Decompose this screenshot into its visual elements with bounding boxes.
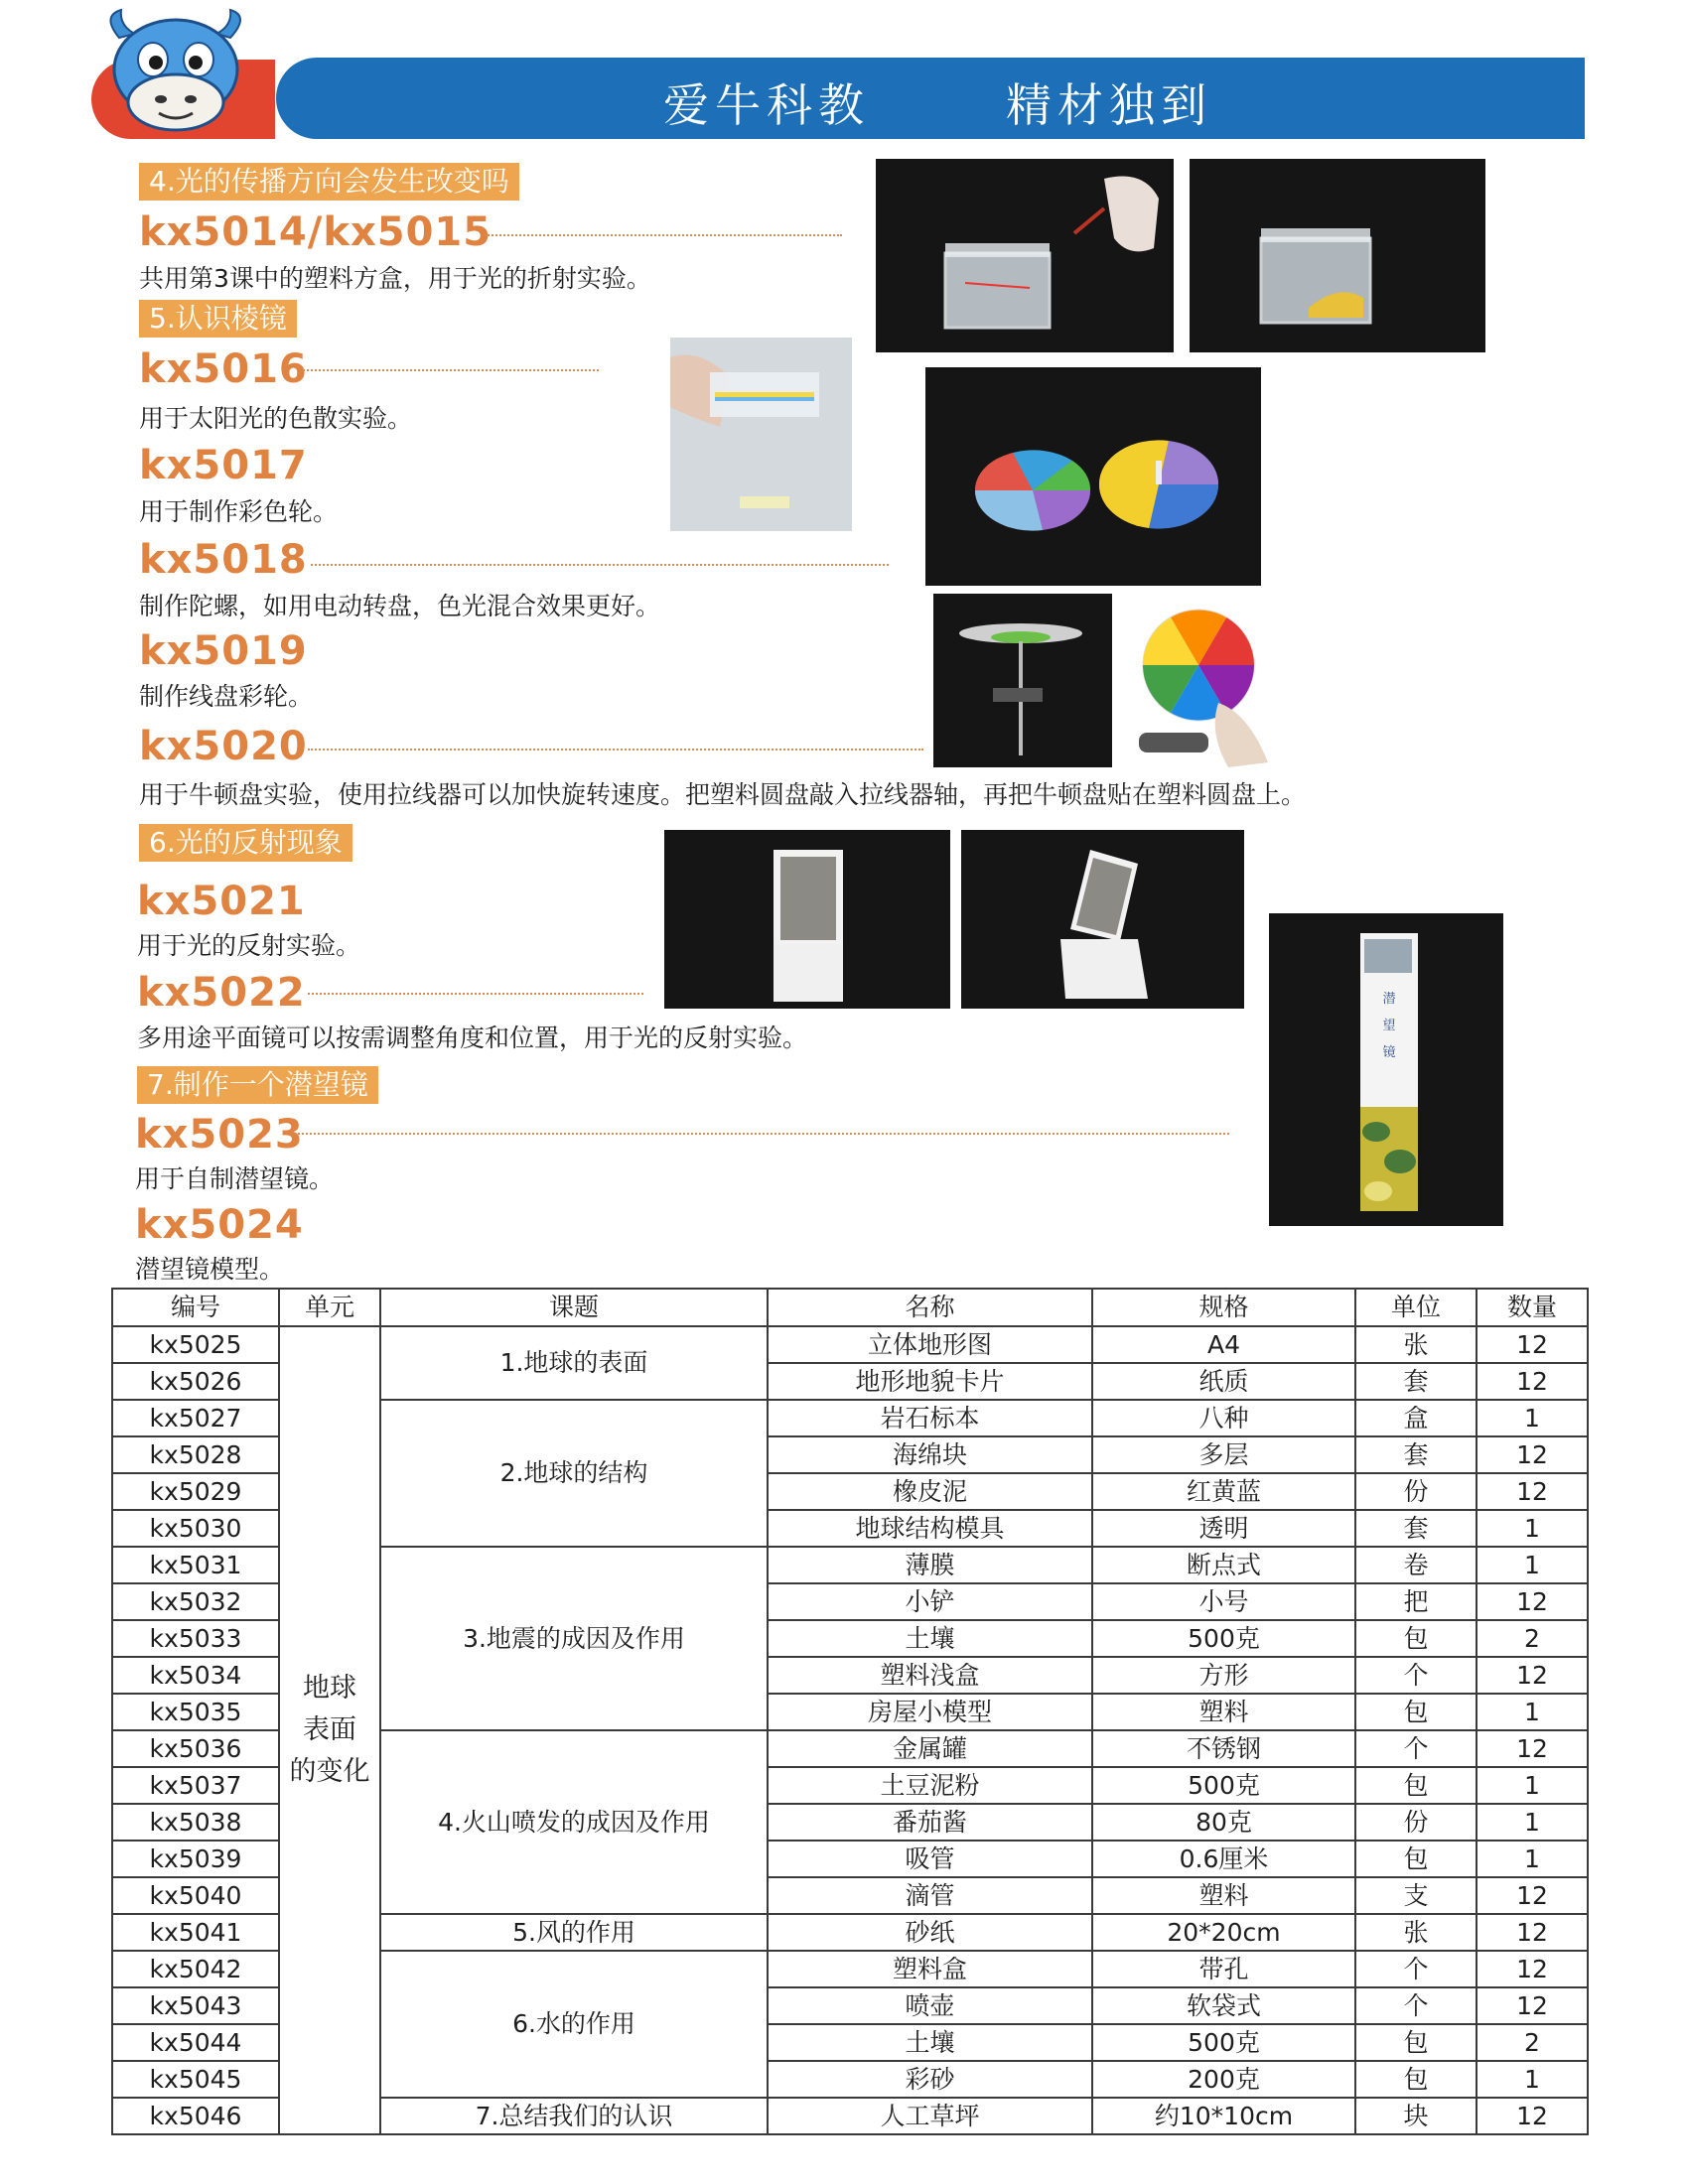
cell-quantity: 1 — [1477, 2061, 1588, 2098]
cell-name: 地球结构模具 — [768, 1510, 1092, 1547]
cell-quantity: 1 — [1477, 1694, 1588, 1730]
cell-measure: 个 — [1355, 1730, 1477, 1767]
cell-quantity: 12 — [1477, 1436, 1588, 1473]
section-title-6: 6.光的反射现象 — [139, 824, 352, 862]
cell-spec: 塑料 — [1092, 1694, 1355, 1730]
cell-code: kx5044 — [112, 2024, 279, 2061]
cell-code: kx5033 — [112, 1620, 279, 1657]
cell-code: kx5025 — [112, 1326, 279, 1363]
header-code: 编号 — [112, 1289, 279, 1326]
cell-measure: 包 — [1355, 1841, 1477, 1877]
product-desc-kx5020: 用于牛顿盘实验，使用拉线器可以加快旋转速度。把塑料圆盘敲入拉线器轴，再把牛顿盘贴在塑料圆盘上。 — [139, 780, 1307, 809]
cell-name: 海绵块 — [768, 1436, 1092, 1473]
cell-code: kx5026 — [112, 1363, 279, 1400]
product-code-kx5024: kx5024 — [135, 1202, 304, 1248]
product-code-kx5021: kx5021 — [137, 879, 306, 924]
section-title-7: 7.制作一个潜望镜 — [137, 1066, 378, 1104]
leader-dots — [308, 993, 643, 995]
cell-quantity: 2 — [1477, 2024, 1588, 2061]
product-desc-kx5018: 制作陀螺，如用电动转盘，色光混合效果更好。 — [139, 592, 661, 620]
cell-quantity: 1 — [1477, 1841, 1588, 1877]
cell-name: 人工草坪 — [768, 2098, 1092, 2134]
photo-periscope — [1269, 913, 1503, 1226]
header-banner — [276, 58, 1585, 139]
cell-name: 番茄酱 — [768, 1804, 1092, 1841]
cell-quantity: 1 — [1477, 1767, 1588, 1804]
leader-dots — [311, 564, 889, 566]
product-code-kx5016: kx5016 — [139, 346, 308, 392]
cell-code: kx5032 — [112, 1583, 279, 1620]
product-code-kx5023: kx5023 — [135, 1112, 304, 1158]
cell-code: kx5041 — [112, 1914, 279, 1951]
cell-measure: 包 — [1355, 1767, 1477, 1804]
cell-measure: 套 — [1355, 1363, 1477, 1400]
cell-code: kx5039 — [112, 1841, 279, 1877]
cell-measure: 支 — [1355, 1877, 1477, 1914]
product-table — [111, 1288, 1589, 2135]
cell-spec: 八种 — [1092, 1400, 1355, 1436]
cell-measure: 份 — [1355, 1473, 1477, 1510]
header-name: 名称 — [768, 1289, 1092, 1326]
cell-measure: 包 — [1355, 1620, 1477, 1657]
cell-code: kx5045 — [112, 2061, 279, 2098]
cell-measure: 盒 — [1355, 1400, 1477, 1436]
periscope-label-2: 望 — [1382, 1019, 1396, 1033]
cell-name: 岩石标本 — [768, 1400, 1092, 1436]
cell-measure: 份 — [1355, 1804, 1477, 1841]
cell-spec: 500克 — [1092, 2024, 1355, 2061]
cell-name: 薄膜 — [768, 1547, 1092, 1583]
cell-code: kx5046 — [112, 2098, 279, 2134]
cell-quantity: 12 — [1477, 1951, 1588, 1987]
cell-spec: 断点式 — [1092, 1547, 1355, 1583]
leader-dots — [308, 749, 923, 751]
slogan-left: 爱牛科教 — [663, 78, 870, 132]
product-desc-kx5019: 制作线盘彩轮。 — [139, 682, 314, 711]
cell-measure: 卷 — [1355, 1547, 1477, 1583]
cell-code: kx5036 — [112, 1730, 279, 1767]
product-desc-kx5021: 用于光的反射实验。 — [137, 931, 361, 960]
cell-name: 金属罐 — [768, 1730, 1092, 1767]
cell-spec: 80克 — [1092, 1804, 1355, 1841]
cell-spec: 带孔 — [1092, 1951, 1355, 1987]
photo-line-spinner — [933, 594, 1112, 767]
cell-code: kx5042 — [112, 1951, 279, 1987]
cell-lesson: 1.地球的表面 — [380, 1326, 768, 1400]
cell-lesson: 7.总结我们的认识 — [380, 2098, 768, 2134]
cell-name: 滴管 — [768, 1877, 1092, 1914]
slogan-right: 精材独到 — [1006, 78, 1212, 132]
product-desc-kx5017: 用于制作彩色轮。 — [139, 497, 339, 526]
cell-measure: 把 — [1355, 1583, 1477, 1620]
photo-newton-disc — [1119, 594, 1273, 767]
leader-dots — [298, 1133, 1229, 1135]
product-code-kx5020: kx5020 — [139, 724, 308, 769]
cell-name: 土壤 — [768, 1620, 1092, 1657]
header-quantity: 数量 — [1477, 1289, 1588, 1326]
cell-spec: 透明 — [1092, 1510, 1355, 1547]
cell-code: kx5030 — [112, 1510, 279, 1547]
cell-measure: 个 — [1355, 1951, 1477, 1987]
cell-lesson: 5.风的作用 — [380, 1914, 768, 1951]
periscope-label-1: 潜 — [1382, 992, 1396, 1007]
cell-measure: 套 — [1355, 1510, 1477, 1547]
photo-prism — [670, 338, 852, 531]
cell-measure: 块 — [1355, 2098, 1477, 2134]
cell-spec: A4 — [1092, 1326, 1355, 1363]
cell-measure: 包 — [1355, 2061, 1477, 2098]
cell-quantity: 12 — [1477, 1363, 1588, 1400]
cell-code: kx5035 — [112, 1694, 279, 1730]
product-desc-kx5023: 用于自制潜望镜。 — [135, 1164, 335, 1193]
cell-name: 橡皮泥 — [768, 1473, 1092, 1510]
cell-measure: 张 — [1355, 1914, 1477, 1951]
cell-spec: 500克 — [1092, 1767, 1355, 1804]
cell-name: 土豆泥粉 — [768, 1767, 1092, 1804]
product-desc-kx5022: 多用途平面镜可以按需调整角度和位置，用于光的反射实验。 — [137, 1024, 808, 1052]
cell-code: kx5034 — [112, 1657, 279, 1694]
product-desc-kx5014: 共用第3课中的塑料方盒，用于光的折射实验。 — [139, 264, 651, 293]
cell-code: kx5028 — [112, 1436, 279, 1473]
cell-quantity: 1 — [1477, 1804, 1588, 1841]
cell-spec: 小号 — [1092, 1583, 1355, 1620]
product-code-kx5019: kx5019 — [139, 628, 308, 674]
cell-spec: 方形 — [1092, 1657, 1355, 1694]
cell-spec: 0.6厘米 — [1092, 1841, 1355, 1877]
cell-spec: 200克 — [1092, 2061, 1355, 2098]
cell-code: kx5043 — [112, 1987, 279, 2024]
cell-quantity: 12 — [1477, 1987, 1588, 2024]
cell-quantity: 12 — [1477, 1473, 1588, 1510]
photo-plastic-box-laser — [876, 159, 1174, 352]
cell-name: 地形地貌卡片 — [768, 1363, 1092, 1400]
brand-logo — [91, 8, 280, 137]
photo-box-water — [1190, 159, 1485, 352]
cell-name: 喷壶 — [768, 1987, 1092, 2024]
cell-spec: 500克 — [1092, 1620, 1355, 1657]
cell-measure: 个 — [1355, 1987, 1477, 2024]
cell-measure: 套 — [1355, 1436, 1477, 1473]
photo-plane-mirror-tilted — [961, 830, 1244, 1009]
cell-spec: 多层 — [1092, 1436, 1355, 1473]
cell-quantity: 1 — [1477, 1510, 1588, 1547]
cell-code: kx5038 — [112, 1804, 279, 1841]
cell-spec: 塑料 — [1092, 1877, 1355, 1914]
photo-color-wheels — [925, 367, 1261, 586]
product-code-kx5014: kx5014/kx5015 — [139, 209, 492, 255]
cell-code: kx5037 — [112, 1767, 279, 1804]
cell-unit: 地球 表面 的变化 — [279, 1326, 380, 2134]
section-title-4: 4.光的传播方向会发生改变吗 — [139, 163, 519, 201]
cell-quantity: 2 — [1477, 1620, 1588, 1657]
cell-spec: 20*20cm — [1092, 1914, 1355, 1951]
header-spec: 规格 — [1092, 1289, 1355, 1326]
cell-spec: 不锈钢 — [1092, 1730, 1355, 1767]
cell-name: 小铲 — [768, 1583, 1092, 1620]
product-desc-kx5024: 潜望镜模型。 — [135, 1255, 285, 1284]
leader-dots — [303, 369, 599, 371]
cell-spec: 纸质 — [1092, 1363, 1355, 1400]
cell-name: 彩砂 — [768, 2061, 1092, 2098]
cell-code: kx5031 — [112, 1547, 279, 1583]
cell-lesson: 4.火山喷发的成因及作用 — [380, 1730, 768, 1914]
cell-code: kx5040 — [112, 1877, 279, 1914]
cell-lesson: 2.地球的结构 — [380, 1400, 768, 1547]
cell-quantity: 12 — [1477, 1657, 1588, 1694]
cell-code: kx5029 — [112, 1473, 279, 1510]
cell-quantity: 12 — [1477, 1730, 1588, 1767]
cell-code: kx5027 — [112, 1400, 279, 1436]
cell-quantity: 12 — [1477, 1914, 1588, 1951]
cow-mascot-icon — [91, 8, 280, 137]
cell-spec: 软袋式 — [1092, 1987, 1355, 2024]
section-title-5: 5.认识棱镜 — [139, 300, 297, 338]
cell-quantity: 1 — [1477, 1547, 1588, 1583]
product-code-kx5017: kx5017 — [139, 443, 308, 488]
photo-plane-mirror-upright — [664, 830, 950, 1009]
cell-name: 土壤 — [768, 2024, 1092, 2061]
cell-quantity: 1 — [1477, 1400, 1588, 1436]
table-row — [112, 1326, 1588, 1363]
cell-name: 塑料盒 — [768, 1951, 1092, 1987]
cell-measure: 包 — [1355, 2024, 1477, 2061]
product-code-kx5022: kx5022 — [137, 970, 306, 1016]
header-measure: 单位 — [1355, 1289, 1477, 1326]
cell-quantity: 12 — [1477, 1326, 1588, 1363]
cell-lesson: 6.水的作用 — [380, 1951, 768, 2098]
cell-measure: 张 — [1355, 1326, 1477, 1363]
table-header-row — [112, 1289, 1588, 1326]
product-code-kx5018: kx5018 — [139, 537, 308, 583]
product-desc-kx5016: 用于太阳光的色散实验。 — [139, 404, 413, 433]
cell-name: 吸管 — [768, 1841, 1092, 1877]
periscope-label-3: 镜 — [1382, 1045, 1396, 1060]
cell-name: 塑料浅盒 — [768, 1657, 1092, 1694]
header-lesson: 课题 — [380, 1289, 768, 1326]
cell-measure: 包 — [1355, 1694, 1477, 1730]
cell-spec: 红黄蓝 — [1092, 1473, 1355, 1510]
header-unit: 单元 — [279, 1289, 380, 1326]
cell-name: 立体地形图 — [768, 1326, 1092, 1363]
cell-quantity: 12 — [1477, 1877, 1588, 1914]
cell-name: 房屋小模型 — [768, 1694, 1092, 1730]
cell-measure: 个 — [1355, 1657, 1477, 1694]
cell-name: 砂纸 — [768, 1914, 1092, 1951]
cell-lesson: 3.地震的成因及作用 — [380, 1547, 768, 1730]
cell-spec: 约10*10cm — [1092, 2098, 1355, 2134]
cell-quantity: 12 — [1477, 2098, 1588, 2134]
cell-quantity: 12 — [1477, 1583, 1588, 1620]
leader-dots — [485, 234, 842, 236]
